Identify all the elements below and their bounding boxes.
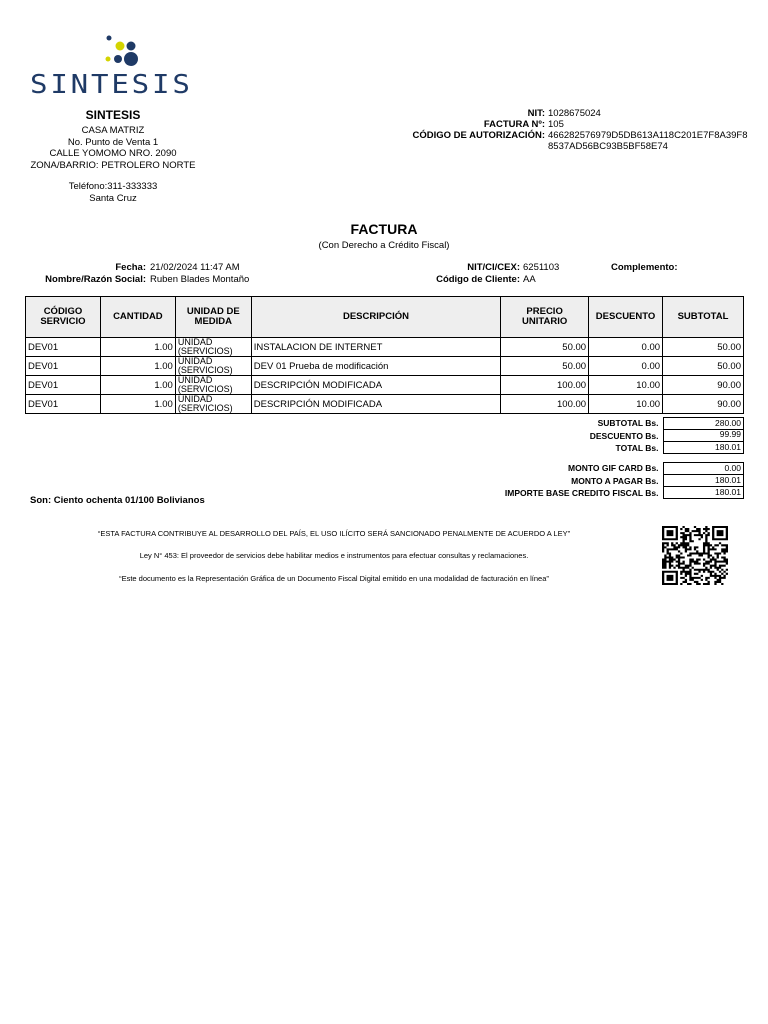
cell-subtotal: 90.00 xyxy=(663,395,744,414)
header-precio: PRECIO UNITARIO xyxy=(501,297,589,338)
invoice-header xyxy=(380,108,750,152)
totals-block xyxy=(440,417,744,499)
cell-subtotal: 90.00 xyxy=(663,376,744,395)
cell-descuento: 0.00 xyxy=(589,338,663,357)
qr-code-icon xyxy=(662,526,728,585)
header-descripcion: DESCRIPCIÓN xyxy=(251,297,500,338)
cell-codigo: DEV01 xyxy=(26,395,101,414)
header-unidad: UNIDAD DE MEDIDA xyxy=(175,297,251,338)
cell-precio: 100.00 xyxy=(501,376,589,395)
pagar-row xyxy=(440,475,744,487)
gif-row xyxy=(440,462,744,474)
table-row xyxy=(26,395,744,414)
legal-line1: “ESTA FACTURA CONTRIBUYE AL DESARROLLO DEL PAÍS, EL USO ILÍCITO SERÁ SANCIONADO PENALMENTE DE ACUERDO A LEY” xyxy=(97,529,571,538)
legal-line3: “Este documento es la Representación Gráfica de un Documento Fiscal Digital emitido en una modalidad de facturación en línea” xyxy=(119,574,549,583)
header-descuento: DESCUENTO xyxy=(589,297,663,338)
descuento-value: 99.99 xyxy=(663,429,744,441)
company-line3: CALLE YOMOMO NRO. 2090 xyxy=(49,148,177,160)
amount-in-words: Son: Ciento ochenta 01/100 Bolivianos xyxy=(30,495,205,506)
subtotal-value: 280.00 xyxy=(663,417,744,430)
cell-descuento: 0.00 xyxy=(589,357,663,376)
logo-text: SINTESIS xyxy=(30,70,193,100)
nombre-value: Ruben Blades Montaño xyxy=(150,274,250,285)
table-header-row xyxy=(26,297,744,338)
company-city: Santa Cruz xyxy=(89,192,137,204)
cell-unidad: UNIDAD (SERVICIOS) xyxy=(175,395,251,414)
cell-precio: 100.00 xyxy=(501,395,589,414)
cell-descripcion: DESCRIPCIÓN MODIFICADA xyxy=(251,376,500,395)
cell-descripcion: DEV 01 Prueba de modificación xyxy=(251,357,500,376)
cell-codigo: DEV01 xyxy=(26,338,101,357)
cell-cantidad: 1.00 xyxy=(100,338,175,357)
legal-line2: Ley N° 453: El proveedor de servicios debe habilitar medios e instrumentos para efectuar consultas y reclamaciones. xyxy=(139,551,529,560)
header-codigo: CÓDIGO SERVICIO xyxy=(26,297,101,338)
gif-label: MONTO GIF CARD Bs. xyxy=(568,463,659,474)
document-subtitle: (Con Derecho a Crédito Fiscal) xyxy=(318,240,450,251)
descuento-row xyxy=(440,429,744,441)
table-row xyxy=(26,376,744,395)
cell-descripcion: DESCRIPCIÓN MODIFICADA xyxy=(251,395,500,414)
fecha-label: Fecha: xyxy=(115,262,146,273)
nombre-label: Nombre/Razón Social: xyxy=(45,274,146,285)
company-line2: No. Punto de Venta 1 xyxy=(67,136,159,148)
descuento-label: DESCUENTO Bs. xyxy=(589,430,659,441)
company-name: SINTESIS xyxy=(85,108,141,122)
header-cantidad: CANTIDAD xyxy=(100,297,175,338)
nit-label: NIT: xyxy=(527,108,545,119)
subtotal-label: SUBTOTAL Bs. xyxy=(597,418,659,429)
cell-cantidad: 1.00 xyxy=(100,376,175,395)
company-line4: ZONA/BARRIO: PETROLERO NORTE xyxy=(30,160,196,172)
base-label: IMPORTE BASE CREDITO FISCAL Bs. xyxy=(504,488,659,499)
fecha-value: 21/02/2024 11:47 AM xyxy=(150,262,240,273)
factura-label: FACTURA Nº: xyxy=(483,119,545,130)
factura-value: 105 xyxy=(548,119,564,130)
cell-subtotal: 50.00 xyxy=(663,357,744,376)
codigo-cliente-label: Código de Cliente: xyxy=(436,274,520,285)
base-value: 180.01 xyxy=(663,487,744,499)
cell-unidad: UNIDAD (SERVICIOS) xyxy=(175,357,251,376)
codigo-cliente-value: AA xyxy=(523,274,536,285)
qr-code-graphic xyxy=(662,526,728,585)
cell-precio: 50.00 xyxy=(501,338,589,357)
client-nit-value: 6251103 xyxy=(523,262,560,273)
cell-cantidad: 1.00 xyxy=(100,357,175,376)
complemento-label: Complemento: xyxy=(611,262,678,273)
cell-unidad: UNIDAD (SERVICIOS) xyxy=(175,376,251,395)
auth-label: CÓDIGO DE AUTORIZACIÓN: xyxy=(412,130,545,141)
pagar-label: MONTO A PAGAR Bs. xyxy=(571,475,659,486)
company-phone: Teléfono:311-333333 xyxy=(68,180,158,192)
table-row xyxy=(26,357,744,376)
subtotal-row xyxy=(440,417,744,429)
auth-value: 466282576979D5DB613A118C201E7F8A39F88537AD56BC93B5BF58E74 xyxy=(548,130,748,152)
header-subtotal: SUBTOTAL xyxy=(663,297,744,338)
company-line1: CASA MATRIZ xyxy=(81,124,145,136)
gif-value: 0.00 xyxy=(663,462,744,475)
cell-descuento: 10.00 xyxy=(589,376,663,395)
base-row xyxy=(440,487,744,499)
pagar-value: 180.01 xyxy=(663,475,744,487)
total-row xyxy=(440,442,744,454)
cell-codigo: DEV01 xyxy=(26,357,101,376)
cell-cantidad: 1.00 xyxy=(100,395,175,414)
nit-value: 1028675024 xyxy=(548,108,601,119)
total-value: 180.01 xyxy=(663,442,744,454)
cell-descuento: 10.00 xyxy=(589,395,663,414)
cell-unidad: UNIDAD (SERVICIOS) xyxy=(175,338,251,357)
cell-descripcion: INSTALACION DE INTERNET xyxy=(251,338,500,357)
document-title: FACTURA xyxy=(350,221,418,237)
company-info xyxy=(18,110,208,205)
logo-dots-icon xyxy=(28,32,203,72)
cell-precio: 50.00 xyxy=(501,357,589,376)
table-row xyxy=(26,338,744,357)
client-nit-label: NIT/CI/CEX: xyxy=(467,262,520,273)
total-label: TOTAL Bs. xyxy=(615,442,659,453)
cell-codigo: DEV01 xyxy=(26,376,101,395)
company-logo xyxy=(28,32,203,100)
items-table xyxy=(25,296,744,414)
cell-subtotal: 50.00 xyxy=(663,338,744,357)
